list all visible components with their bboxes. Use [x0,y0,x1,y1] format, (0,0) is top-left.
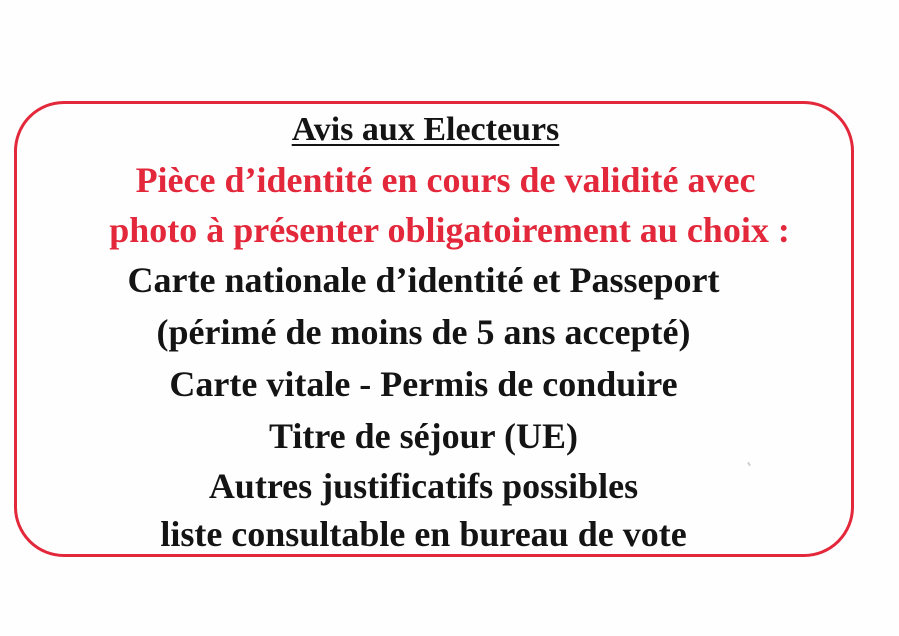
document-line-list-location: liste consultable en bureau de vote [160,514,687,554]
notice-title: Avis aux Electeurs [291,111,560,148]
document-line-residence-permit: Titre de séjour (UE) [269,416,578,456]
document-line-expired-note: (périmé de moins de 5 ans accepté) [156,312,691,352]
requirement-line-2: photo à présenter obligatoirement au choix : [109,210,790,250]
requirement-line-1: Pièce d’identité en cours de validité avec [135,160,756,200]
document-line-vitale-permis: Carte vitale - Permis de conduire [169,364,678,404]
document-line-id-passport: Carte nationale d’identité et Passeport [127,260,720,300]
document-line-other-proofs: Autres justificatifs possibles [208,466,639,506]
